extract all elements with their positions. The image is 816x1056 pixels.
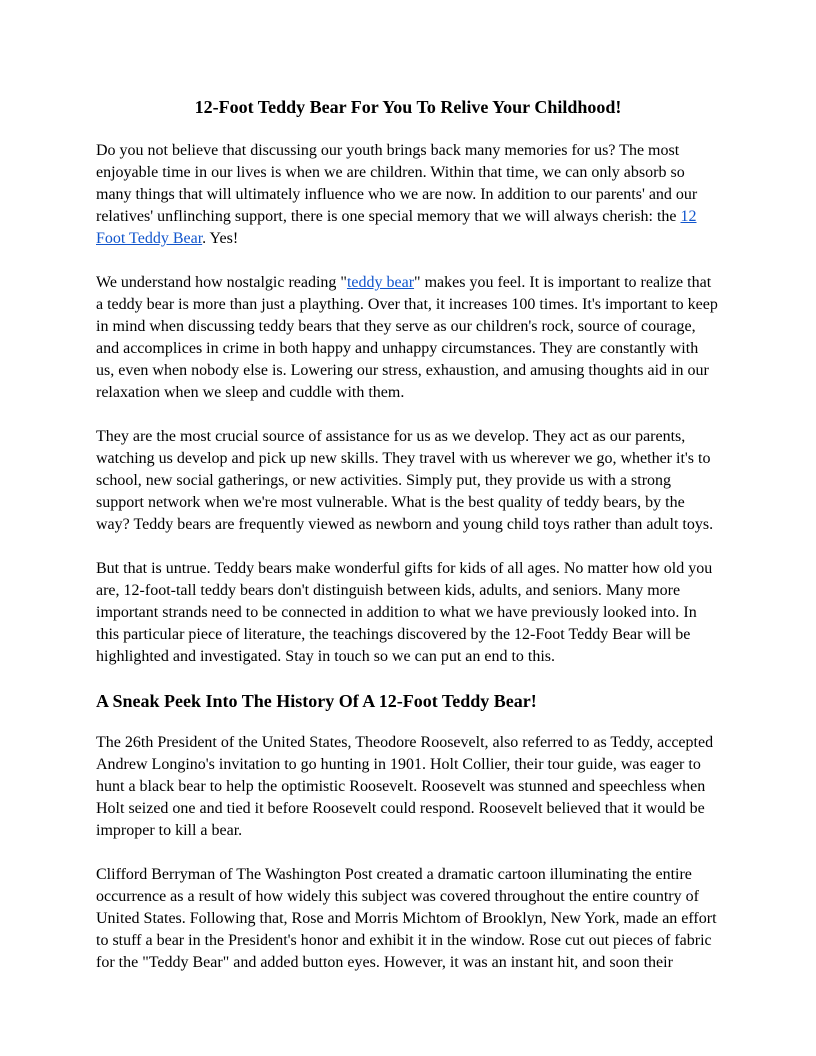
link-teddy-bear[interactable]: teddy bear — [346, 274, 415, 291]
paragraph-untrue: But that is untrue. Teddy bears make wonderful gifts for kids of all ages. No matter how old you are, 12-foot-tall teddy bears don't distinguish between kids, adults, and seniors. Many more important strands need to be connected in addition to what we have previously looked into. In this particular piece of literature, the teachings discovered by the 12-Foot Teddy Bear will be highlighted and investigated. Stay in touch so we can put an end to this. — [96, 560, 713, 665]
document-page — [96, 96, 720, 996]
paragraph-nostalgia — [96, 272, 720, 404]
paragraph-nostalgia-lead: We understand how nostalgic reading " — [96, 274, 347, 291]
paragraph-intro — [96, 140, 720, 250]
link-12-foot-teddy-bear[interactable]: 12 Foot Teddy Bear — [96, 208, 697, 247]
paragraph-nostalgia-text: " makes you feel. It is important to realize that a teddy bear is more than just a plaything. Over that, it increases 100 times. It's important to keep in mind when discussing teddy bears that they serve as our children's rock, source of courage, and accomplices in crime in both happy and unhappy circumstances. They are constantly with us, even when nobody else is. Lowering our stress, exhaustion, and amusing thoughts aid in our relaxation when we sleep and cuddle with them. — [96, 274, 718, 401]
paragraph-intro-tail: . Yes! — [202, 230, 239, 247]
paragraph-assistance: They are the most crucial source of assistance for us as we develop. They act as our parents, watching us develop and pick up new skills. They travel with us wherever we go, whether it's to school, new social gatherings, or new activities. Simply put, they provide us with a strong support network when we're most vulnerable. What is the best quality of teddy bears, by the way? Teddy bears are frequently viewed as newborn and young child toys rather than adult toys. — [96, 428, 714, 533]
paragraph-roosevelt: The 26th President of the United States, Theodore Roosevelt, also referred to as Teddy, accepted Andrew Longino's invitation to go hunting in 1901. Holt Collier, their tour guide, was eager to hunt a black bear to help the optimistic Roosevelt. Roosevelt was stunned and speechless when Holt seized one and tied it before Roosevelt could respond. Roosevelt believed that it would be improper to kill a bear. — [96, 734, 714, 839]
paragraph-berryman: Clifford Berryman of The Washington Post created a dramatic cartoon illuminating the entire occurrence as a result of how widely this subject was covered throughout the entire country of United States. Following that, Rose and Morris Michtom of Brooklyn, New York, made an effort to stuff a bear in the President's honor and exhibit it in the window. Rose cut out pieces of fabric for the "Teddy Bear" and added button eyes. However, it was an instant hit, and soon their — [96, 866, 717, 971]
paragraph-intro-text: Do you not believe that discussing our youth brings back many memories for us? The most enjoyable time in our lives is when we are children. Within that time, we can only absorb so many things that will ultimately influence who we are now. In addition to our parents' and our relatives' unflinching support, there is one special memory that we will always cherish: the — [96, 142, 698, 225]
section-heading-history: A Sneak Peek Into The History Of A 12-Foot Teddy Bear! — [96, 691, 537, 711]
document-title: 12-Foot Teddy Bear For You To Relive Your Childhood! — [194, 97, 622, 117]
